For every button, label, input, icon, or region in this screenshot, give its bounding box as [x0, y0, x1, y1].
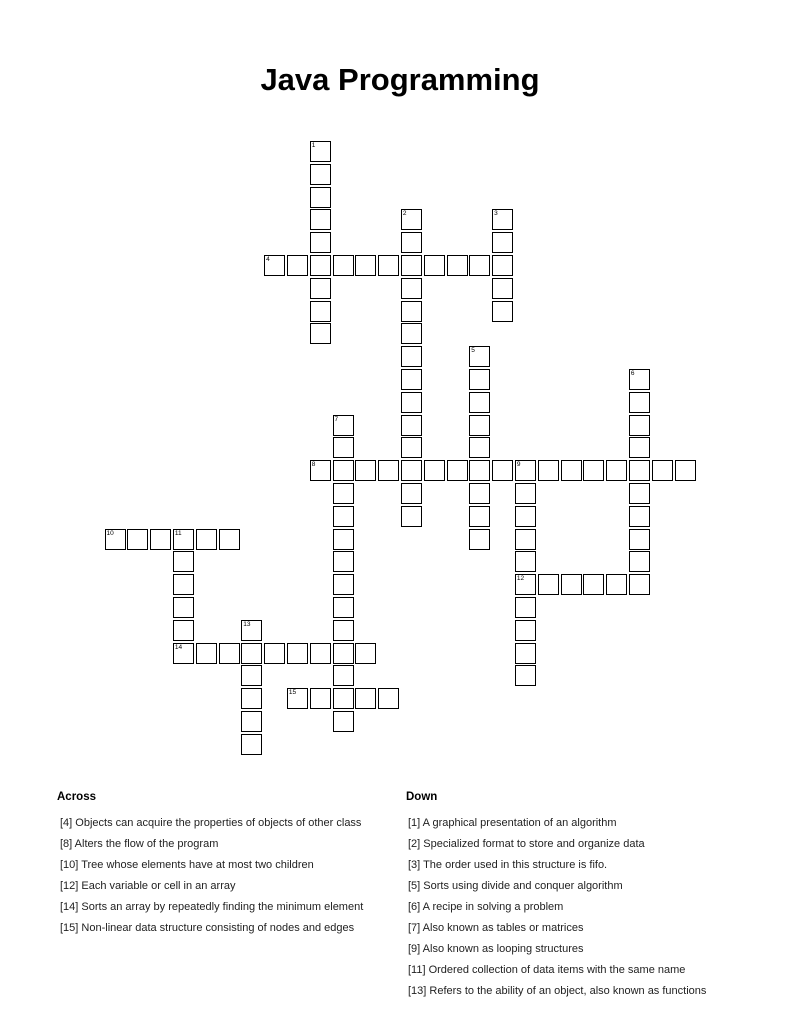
crossword-cell[interactable] — [629, 506, 650, 527]
crossword-cell[interactable] — [401, 255, 422, 276]
clue-number: 3 — [494, 210, 498, 218]
crossword-cell[interactable] — [310, 141, 331, 162]
crossword-cell[interactable] — [333, 551, 354, 572]
crossword-cell[interactable] — [241, 711, 262, 732]
crossword-cell[interactable] — [173, 597, 194, 618]
crossword-cell[interactable] — [333, 415, 354, 436]
crossword-cell[interactable] — [538, 460, 559, 481]
down-clue: [1] A graphical presentation of an algorithm — [408, 817, 617, 829]
crossword-cell[interactable] — [492, 232, 513, 253]
crossword-cell[interactable] — [241, 734, 262, 755]
crossword-cell[interactable] — [515, 643, 536, 664]
across-clue: [10] Tree whose elements have at most two children — [60, 859, 314, 871]
crossword-cell[interactable] — [333, 711, 354, 732]
crossword-cell[interactable] — [515, 665, 536, 686]
crossword-cell[interactable] — [310, 323, 331, 344]
crossword-cell[interactable] — [378, 460, 399, 481]
down-clue: [3] The order used in this structure is fifo. — [408, 859, 608, 871]
crossword-cell[interactable] — [424, 460, 445, 481]
crossword-cell[interactable] — [264, 255, 285, 276]
crossword-cell[interactable] — [469, 437, 490, 458]
crossword-cell[interactable] — [173, 643, 194, 664]
across-clue: [14] Sorts an array by repeatedly finding the minimum element — [60, 901, 364, 913]
crossword-cell[interactable] — [515, 483, 536, 504]
crossword-cell[interactable] — [515, 574, 536, 595]
crossword-cell[interactable] — [219, 643, 240, 664]
crossword-cell[interactable] — [310, 643, 331, 664]
crossword-cell[interactable] — [150, 529, 171, 550]
crossword-cell[interactable] — [219, 529, 240, 550]
down-clue: [2] Specialized format to store and organize data — [408, 838, 645, 850]
crossword-cell[interactable] — [355, 255, 376, 276]
crossword-cell[interactable] — [287, 643, 308, 664]
crossword-cell[interactable] — [469, 346, 490, 367]
crossword-cell[interactable] — [287, 688, 308, 709]
clue-number: 6 — [630, 370, 635, 377]
crossword-cell[interactable] — [401, 483, 422, 504]
down-clue: [9] Also known as looping structures — [408, 943, 584, 955]
crossword-cell[interactable] — [333, 665, 354, 686]
clue-number: 8 — [311, 461, 316, 469]
across-clue: [15] Non-linear data structure consisting of nodes and edges — [60, 922, 355, 934]
crossword-cell[interactable] — [333, 460, 354, 481]
crossword-cell[interactable] — [287, 255, 308, 276]
crossword-cell[interactable] — [492, 255, 513, 276]
crossword-cell[interactable] — [333, 620, 354, 641]
clue-number: 7 — [334, 415, 339, 423]
crossword-cell[interactable] — [401, 369, 422, 390]
crossword-cell[interactable] — [333, 597, 354, 618]
down-clue: [11] Ordered collection of data items with the same name — [408, 964, 686, 976]
crossword-cell[interactable] — [333, 506, 354, 527]
crossword-cell[interactable] — [447, 255, 468, 276]
crossword-cell[interactable] — [469, 415, 490, 436]
crossword-cell[interactable] — [401, 437, 422, 458]
crossword-cell[interactable] — [629, 483, 650, 504]
crossword-cell[interactable] — [515, 460, 536, 481]
crossword-cell[interactable] — [401, 232, 422, 253]
crossword-cell[interactable] — [515, 529, 536, 550]
crossword-cell[interactable] — [469, 392, 490, 413]
crossword-cell[interactable] — [538, 574, 559, 595]
crossword-cell[interactable] — [333, 688, 354, 709]
crossword-cell[interactable] — [424, 255, 445, 276]
crossword-cell[interactable] — [606, 574, 627, 595]
crossword-cell[interactable] — [401, 346, 422, 367]
crossword-cell[interactable] — [469, 506, 490, 527]
crossword-cell[interactable] — [310, 301, 331, 322]
crossword-cell[interactable] — [355, 688, 376, 709]
crossword-cell[interactable] — [401, 209, 422, 230]
crossword-cell[interactable] — [333, 643, 354, 664]
crossword-cell[interactable] — [447, 460, 468, 481]
clue-number: 2 — [402, 210, 407, 218]
crossword-cell[interactable] — [173, 529, 194, 550]
clue-number: 1 — [311, 142, 316, 149]
page-title: Java Programming — [260, 62, 540, 97]
crossword-cell[interactable] — [173, 620, 194, 641]
crossword-cell[interactable] — [469, 529, 490, 550]
crossword-cell[interactable] — [173, 551, 194, 572]
crossword-cell[interactable] — [675, 460, 696, 481]
crossword-cell[interactable] — [401, 301, 422, 322]
crossword-cell[interactable] — [127, 529, 148, 550]
crossword-cell[interactable] — [401, 278, 422, 299]
crossword-cell[interactable] — [333, 437, 354, 458]
crossword-cell[interactable] — [469, 460, 490, 481]
crossword-cell[interactable] — [629, 437, 650, 458]
crossword-cell[interactable] — [241, 688, 262, 709]
crossword-cell[interactable] — [310, 688, 331, 709]
clue-number: 9 — [516, 461, 521, 469]
crossword-cell[interactable] — [333, 483, 354, 504]
crossword-cell[interactable] — [515, 506, 536, 527]
clue-number: 14 — [174, 643, 183, 651]
crossword-cell[interactable] — [310, 232, 331, 253]
crossword-cell[interactable] — [652, 460, 673, 481]
down-clue: [13] Refers to the ability of an object, also known as functions — [408, 985, 707, 997]
crossword-cell[interactable] — [310, 460, 331, 481]
crossword-cell[interactable] — [492, 209, 513, 230]
crossword-cell[interactable] — [629, 529, 650, 550]
crossword-cell[interactable] — [401, 506, 422, 527]
crossword-cell[interactable] — [629, 369, 650, 390]
crossword-cell[interactable] — [606, 460, 627, 481]
crossword-cell[interactable] — [264, 643, 285, 664]
across-clue: [12] Each variable or cell in an array — [60, 880, 236, 892]
crossword-cell[interactable] — [333, 574, 354, 595]
crossword-cell[interactable] — [333, 255, 354, 276]
crossword-cell[interactable] — [310, 164, 331, 185]
crossword-cell[interactable] — [469, 483, 490, 504]
crossword-cell[interactable] — [583, 460, 604, 481]
crossword-cell[interactable] — [310, 255, 331, 276]
crossword-cell[interactable] — [515, 551, 536, 572]
crossword-cell[interactable] — [583, 574, 604, 595]
clue-number: 13 — [243, 620, 251, 628]
crossword-cell[interactable] — [515, 620, 536, 641]
clue-number: 5 — [471, 347, 475, 355]
across-clue-list — [60, 817, 380, 943]
crossword-cell[interactable] — [401, 415, 422, 436]
clue-number: 11 — [174, 529, 182, 537]
crossword-cell[interactable] — [629, 551, 650, 572]
crossword-cell[interactable] — [492, 278, 513, 299]
crossword-cell[interactable] — [378, 688, 399, 709]
crossword-cell[interactable] — [241, 665, 262, 686]
down-clue: [6] A recipe in solving a problem — [408, 901, 564, 913]
clue-number: 15 — [288, 689, 297, 697]
crossword-cell[interactable] — [333, 529, 354, 550]
crossword-cell[interactable] — [401, 460, 422, 481]
crossword-cell[interactable] — [355, 460, 376, 481]
crossword-cell[interactable] — [355, 643, 376, 664]
crossword-cell[interactable] — [378, 255, 399, 276]
down-clue-list — [408, 817, 738, 1006]
crossword-cell[interactable] — [629, 460, 650, 481]
down-heading: Down — [406, 791, 438, 803]
crossword-cell[interactable] — [515, 597, 536, 618]
crossword-cell[interactable] — [561, 460, 582, 481]
crossword-cell[interactable] — [561, 574, 582, 595]
crossword-cell[interactable] — [105, 529, 126, 550]
crossword-cell[interactable] — [310, 187, 331, 208]
crossword-cell[interactable] — [241, 643, 262, 664]
crossword-cell[interactable] — [241, 620, 262, 641]
crossword-cell[interactable] — [469, 255, 490, 276]
crossword-cell[interactable] — [401, 392, 422, 413]
crossword-cell[interactable] — [310, 209, 331, 230]
crossword-cell[interactable] — [173, 574, 194, 595]
crossword-cell[interactable] — [629, 415, 650, 436]
clue-number: 4 — [266, 256, 270, 263]
across-clue: [8] Alters the flow of the program — [60, 838, 219, 850]
clue-number: 12 — [516, 575, 525, 583]
crossword-cell[interactable] — [492, 460, 513, 481]
down-clue: [7] Also known as tables or matrices — [408, 922, 584, 934]
crossword-cell[interactable] — [196, 643, 217, 664]
crossword-cell[interactable] — [469, 369, 490, 390]
crossword-cell[interactable] — [310, 278, 331, 299]
crossword-cell[interactable] — [629, 392, 650, 413]
clue-number: 10 — [106, 529, 114, 537]
across-clue: [4] Objects can acquire the properties of objects of other class — [60, 817, 362, 829]
across-heading: Across — [57, 791, 96, 803]
crossword-cell[interactable] — [401, 323, 422, 344]
down-clue: [5] Sorts using divide and conquer algorithm — [408, 880, 623, 892]
crossword-cell[interactable] — [629, 574, 650, 595]
crossword-cell[interactable] — [196, 529, 217, 550]
crossword-cell[interactable] — [492, 301, 513, 322]
